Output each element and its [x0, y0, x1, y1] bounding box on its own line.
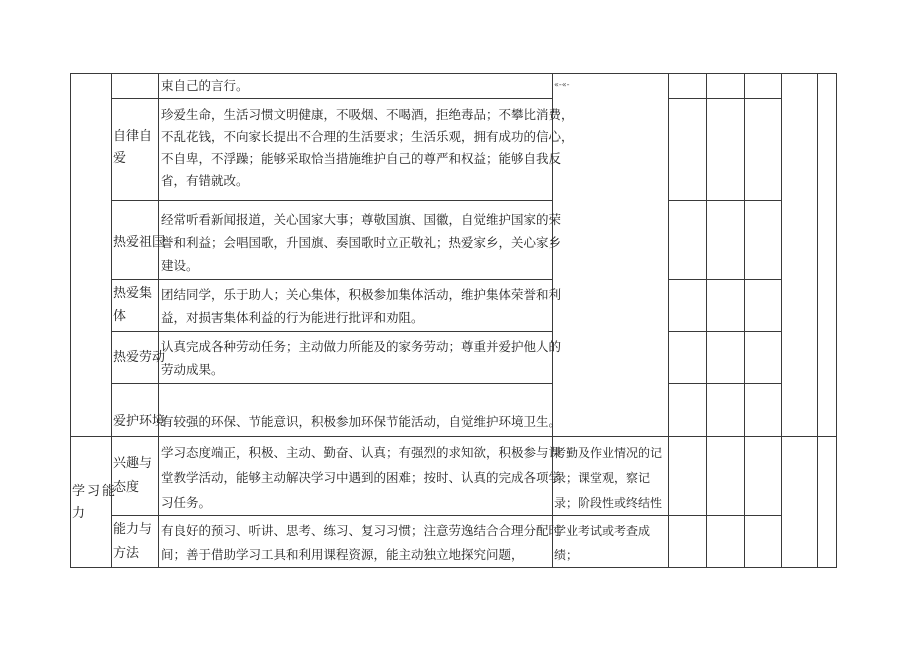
col-line — [668, 73, 669, 568]
item-desc-line: 间；善于借助学习工具和利用课程资源，能主动独立地探究问题， — [161, 547, 524, 562]
col-line — [744, 73, 745, 568]
item-desc-line: 有较强的环保、节能意识，积极参加环保节能活动，自觉维护环境卫生。 — [161, 414, 562, 429]
item-label-jiti: 体 — [113, 309, 127, 324]
method-line: 录；阶段性或终结性 — [554, 496, 663, 510]
score-rule — [552, 515, 781, 516]
item-label-laodong: 热爱劳动 — [113, 350, 166, 365]
item-label-zilu: 爱 — [113, 151, 127, 166]
item-label-huanjing: 爱护环境 — [113, 414, 166, 429]
col-line — [70, 73, 71, 568]
item-label-nengli: 方法 — [113, 546, 140, 561]
item-desc-line: 堂教学活动，能够主动解决学习中遇到的困难；按时、认真的完成各项学 — [161, 470, 562, 485]
item-label-nengli: 能力与 — [113, 522, 153, 537]
score-rule — [668, 331, 781, 332]
item-desc-line: 不乱花钱，不向家长提出不合理的生活要求；生活乐观，拥有成功的信心， — [161, 129, 574, 144]
section-rule — [70, 436, 837, 437]
method-line: 绩； — [554, 548, 579, 562]
item-label-reai: 热爱祖国 — [113, 235, 166, 250]
method-top-mark: «-«- — [554, 80, 570, 89]
score-rule — [668, 98, 781, 99]
col-line — [781, 73, 782, 568]
method-line: 学业考试或考查成 — [554, 524, 651, 538]
col-line — [706, 73, 707, 568]
col-line — [158, 73, 159, 568]
item-label-xingqu: 兴趣与 — [113, 456, 153, 471]
score-rule — [668, 279, 781, 280]
item-desc-line: 团结同学，乐于助人；关心集体，积极参加集体活动，维护集体荣誉和利 — [161, 287, 562, 302]
score-rule — [668, 200, 781, 201]
item-desc-line: 习任务。 — [161, 495, 212, 510]
item-label-jiti: 热爱集 — [113, 286, 153, 301]
row-rule — [111, 98, 552, 99]
item-desc-line: 誉和利益；会唱国歌，升国旗、奏国歌时立正敬礼；热爱家乡，关心家乡 — [161, 235, 562, 250]
item-label-zilu: 自律自 — [113, 129, 153, 144]
row-rule — [111, 279, 552, 280]
item-desc-line: 益，对损害集体利益的行为能进行批评和劝阻。 — [161, 310, 424, 325]
item-desc-line: 劳动成果。 — [161, 362, 224, 377]
method-line: 录；课堂观，察记 — [554, 471, 651, 485]
category-xuexi: 力 — [72, 506, 86, 521]
border-bottom — [70, 567, 837, 568]
row-rule — [111, 200, 552, 201]
item-desc-line: 省，有错就改。 — [161, 173, 249, 188]
col-line — [836, 73, 837, 568]
item-desc-line: 认真完成各种劳动任务；主动做力所能及的家务劳动；尊重并爱护他人的 — [161, 339, 562, 354]
item-desc-line: 束自己的言行。 — [161, 78, 249, 93]
item-desc-line: 珍爱生命，生活习惯文明健康，不吸烟、不喝酒，拒绝毒品；不攀比消费， — [161, 107, 574, 122]
border-top — [70, 73, 837, 74]
method-line: 考勤及作业情况的记 — [554, 446, 663, 460]
row-rule — [111, 515, 552, 516]
item-desc-line: 不自卑，不浮躁；能够采取恰当措施维护自己的尊严和权益；能够自我反 — [161, 151, 562, 166]
category-xuexi: 学习能 — [72, 484, 118, 499]
row-rule — [111, 383, 552, 384]
item-label-xingqu: 态度 — [113, 480, 140, 495]
item-desc-line: 建设。 — [161, 258, 199, 273]
col-line — [817, 73, 818, 568]
score-rule — [668, 383, 781, 384]
row-rule — [111, 331, 552, 332]
item-desc-line: 有良好的预习、听讲、思考、练习、复习习惯；注意劳逸结合合理分配时 — [161, 523, 562, 538]
item-desc-line: 经常听看新闻报道，关心国家大事；尊敬国旗、国徽，自觉维护国家的荣 — [161, 212, 562, 227]
item-desc-line: 学习态度端正，积极、主动、勤奋、认真；有强烈的求知欲，积极参与课 — [161, 445, 562, 460]
